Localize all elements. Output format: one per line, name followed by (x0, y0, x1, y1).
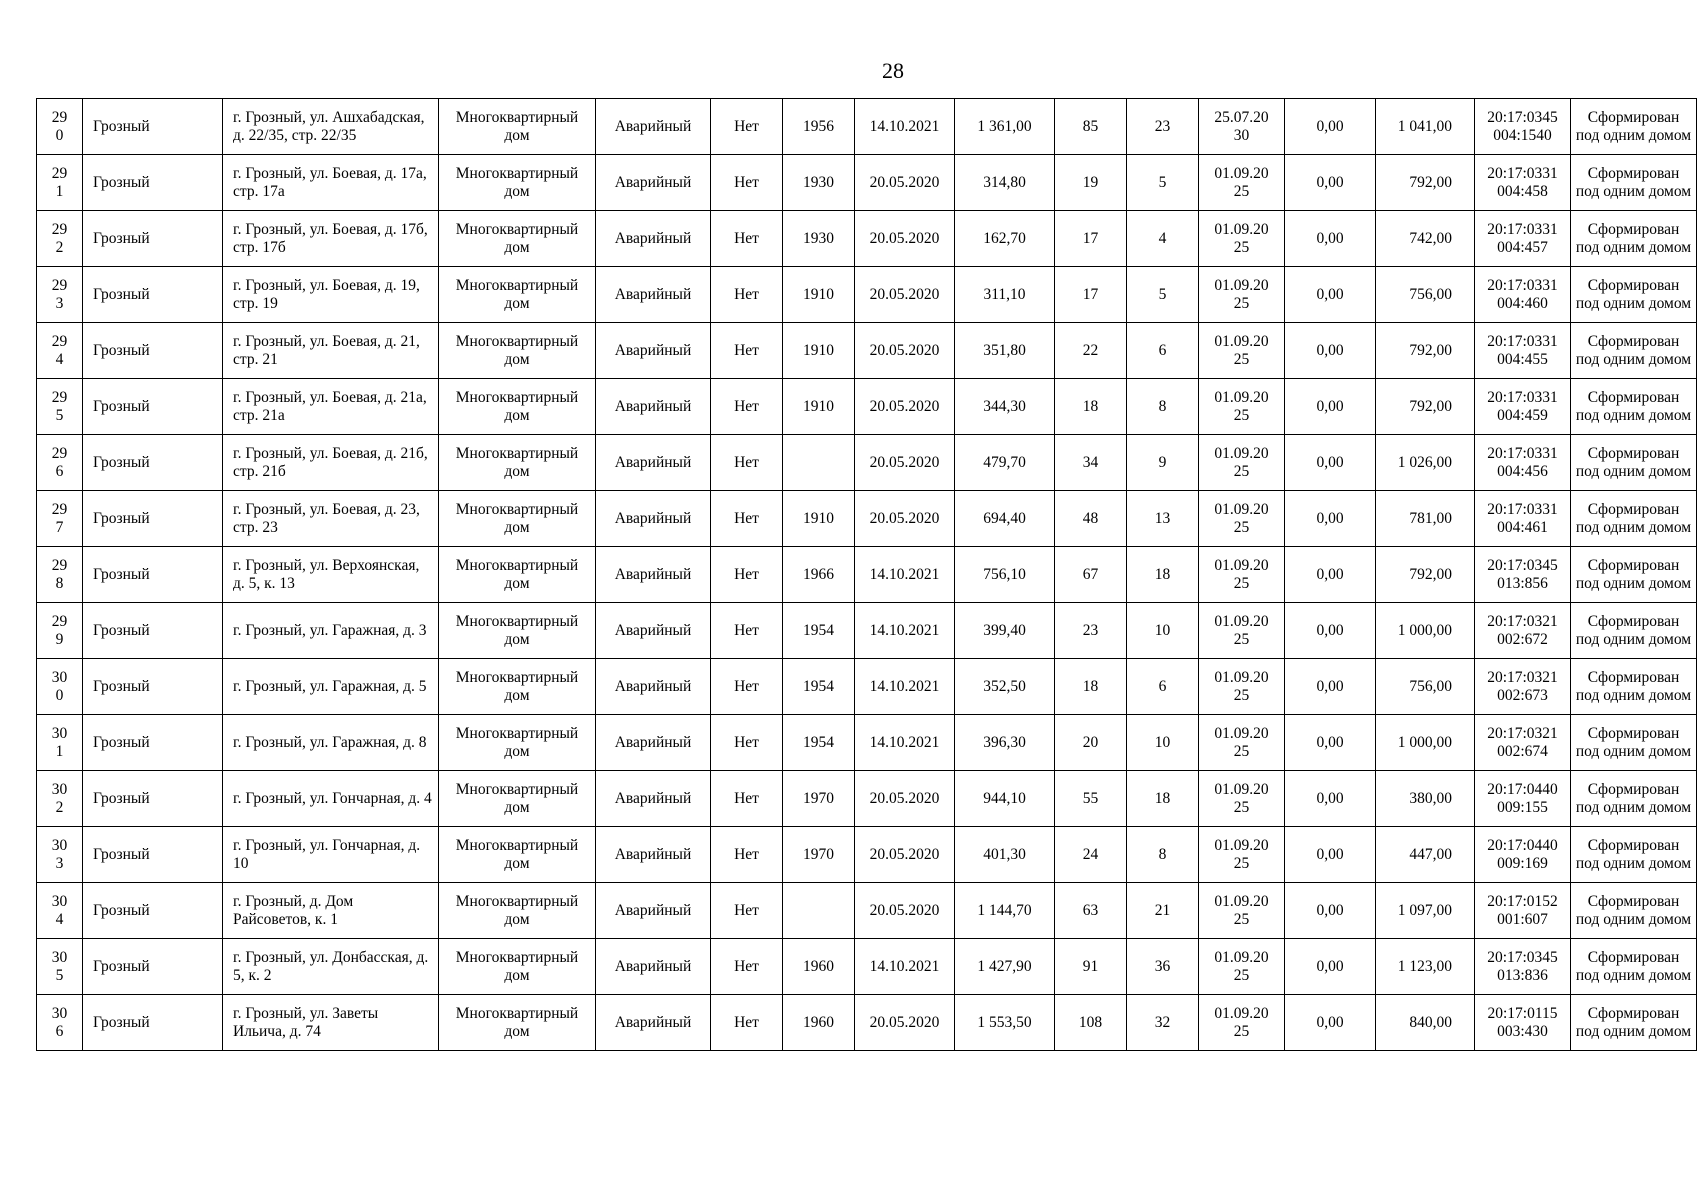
residents-cell: 24 (1055, 827, 1127, 883)
flats-cell: 10 (1127, 715, 1199, 771)
flats-cell: 5 (1127, 267, 1199, 323)
cadastre-cell: 20:17:0152 001:607 (1475, 883, 1571, 939)
building-type-cell: Многоквартирный дом (439, 491, 596, 547)
housing-registry-table (36, 98, 1697, 1051)
city-cell: Грозный (83, 267, 223, 323)
flats-cell: 32 (1127, 995, 1199, 1051)
building-type-cell: Многоквартирный дом (439, 715, 596, 771)
row-number: 29 7 (37, 491, 83, 547)
table-row (37, 547, 1697, 603)
cost-cell: 781,00 (1376, 491, 1475, 547)
residents-cell: 67 (1055, 547, 1127, 603)
table-row (37, 659, 1697, 715)
deadline-cell: 01.09.20 25 (1199, 659, 1285, 715)
zero-cell: 0,00 (1285, 883, 1376, 939)
status-cell: Аварийный (596, 155, 711, 211)
cost-cell: 1 000,00 (1376, 715, 1475, 771)
table-body (37, 99, 1697, 1051)
cost-cell: 742,00 (1376, 211, 1475, 267)
row-number: 29 5 (37, 379, 83, 435)
deadline-cell: 25.07.20 30 (1199, 99, 1285, 155)
residents-cell: 34 (1055, 435, 1127, 491)
year-cell: 1970 (783, 771, 855, 827)
note-cell: Сформирован под одним домом (1571, 995, 1697, 1051)
flats-cell: 6 (1127, 659, 1199, 715)
year-cell: 1966 (783, 547, 855, 603)
city-cell: Грозный (83, 995, 223, 1051)
date-cell: 20.05.2020 (855, 771, 955, 827)
year-cell: 1954 (783, 715, 855, 771)
building-type-cell: Многоквартирный дом (439, 771, 596, 827)
year-cell: 1956 (783, 99, 855, 155)
deadline-cell: 01.09.20 25 (1199, 155, 1285, 211)
row-number: 30 0 (37, 659, 83, 715)
status-cell: Аварийный (596, 659, 711, 715)
building-type-cell: Многоквартирный дом (439, 435, 596, 491)
year-cell: 1930 (783, 211, 855, 267)
row-number: 30 2 (37, 771, 83, 827)
cost-cell: 792,00 (1376, 547, 1475, 603)
building-type-cell: Многоквартирный дом (439, 995, 596, 1051)
cost-cell: 1 041,00 (1376, 99, 1475, 155)
table-row (37, 491, 1697, 547)
note-cell: Сформирован под одним домом (1571, 323, 1697, 379)
flats-cell: 18 (1127, 771, 1199, 827)
zero-cell: 0,00 (1285, 771, 1376, 827)
area-cell: 401,30 (955, 827, 1055, 883)
row-number: 29 2 (37, 211, 83, 267)
flag-cell: Нет (711, 267, 783, 323)
row-number: 29 8 (37, 547, 83, 603)
flag-cell: Нет (711, 155, 783, 211)
year-cell (783, 883, 855, 939)
area-cell: 1 553,50 (955, 995, 1055, 1051)
city-cell: Грозный (83, 379, 223, 435)
year-cell: 1960 (783, 995, 855, 1051)
address-cell: г. Грозный, ул. Гаражная, д. 8 (223, 715, 439, 771)
date-cell: 20.05.2020 (855, 155, 955, 211)
table-row (37, 939, 1697, 995)
cost-cell: 1 026,00 (1376, 435, 1475, 491)
address-cell: г. Грозный, ул. Гончарная, д. 4 (223, 771, 439, 827)
area-cell: 399,40 (955, 603, 1055, 659)
deadline-cell: 01.09.20 25 (1199, 771, 1285, 827)
area-cell: 352,50 (955, 659, 1055, 715)
cadastre-cell: 20:17:0115 003:430 (1475, 995, 1571, 1051)
deadline-cell: 01.09.20 25 (1199, 491, 1285, 547)
address-cell: г. Грозный, ул. Боевая, д. 21а, стр. 21а (223, 379, 439, 435)
row-number: 30 3 (37, 827, 83, 883)
building-type-cell: Многоквартирный дом (439, 939, 596, 995)
year-cell: 1910 (783, 323, 855, 379)
note-cell: Сформирован под одним домом (1571, 659, 1697, 715)
note-cell: Сформирован под одним домом (1571, 491, 1697, 547)
flag-cell: Нет (711, 211, 783, 267)
cost-cell: 756,00 (1376, 659, 1475, 715)
cadastre-cell: 20:17:0331 004:461 (1475, 491, 1571, 547)
building-type-cell: Многоквартирный дом (439, 323, 596, 379)
building-type-cell: Многоквартирный дом (439, 211, 596, 267)
note-cell: Сформирован под одним домом (1571, 715, 1697, 771)
date-cell: 20.05.2020 (855, 267, 955, 323)
flats-cell: 36 (1127, 939, 1199, 995)
row-number: 29 4 (37, 323, 83, 379)
note-cell: Сформирован под одним домом (1571, 547, 1697, 603)
address-cell: г. Грозный, ул. Боевая, д. 21б, стр. 21б (223, 435, 439, 491)
flats-cell: 23 (1127, 99, 1199, 155)
address-cell: г. Грозный, ул. Гаражная, д. 5 (223, 659, 439, 715)
table-row (37, 715, 1697, 771)
residents-cell: 55 (1055, 771, 1127, 827)
deadline-cell: 01.09.20 25 (1199, 267, 1285, 323)
cost-cell: 792,00 (1376, 155, 1475, 211)
building-type-cell: Многоквартирный дом (439, 603, 596, 659)
note-cell: Сформирован под одним домом (1571, 379, 1697, 435)
flats-cell: 21 (1127, 883, 1199, 939)
flag-cell: Нет (711, 435, 783, 491)
residents-cell: 20 (1055, 715, 1127, 771)
area-cell: 694,40 (955, 491, 1055, 547)
city-cell: Грозный (83, 883, 223, 939)
cadastre-cell: 20:17:0440 009:155 (1475, 771, 1571, 827)
flag-cell: Нет (711, 547, 783, 603)
area-cell: 1 427,90 (955, 939, 1055, 995)
year-cell: 1910 (783, 267, 855, 323)
cadastre-cell: 20:17:0331 004:457 (1475, 211, 1571, 267)
row-number: 29 6 (37, 435, 83, 491)
date-cell: 14.10.2021 (855, 603, 955, 659)
flats-cell: 5 (1127, 155, 1199, 211)
zero-cell: 0,00 (1285, 827, 1376, 883)
cost-cell: 840,00 (1376, 995, 1475, 1051)
deadline-cell: 01.09.20 25 (1199, 435, 1285, 491)
address-cell: г. Грозный, ул. Верхоянская, д. 5, к. 13 (223, 547, 439, 603)
status-cell: Аварийный (596, 435, 711, 491)
area-cell: 756,10 (955, 547, 1055, 603)
flag-cell: Нет (711, 827, 783, 883)
note-cell: Сформирован под одним домом (1571, 155, 1697, 211)
residents-cell: 63 (1055, 883, 1127, 939)
flag-cell: Нет (711, 99, 783, 155)
note-cell: Сформирован под одним домом (1571, 603, 1697, 659)
deadline-cell: 01.09.20 25 (1199, 827, 1285, 883)
row-number: 30 1 (37, 715, 83, 771)
table-row (37, 211, 1697, 267)
cadastre-cell: 20:17:0321 002:672 (1475, 603, 1571, 659)
status-cell: Аварийный (596, 603, 711, 659)
cost-cell: 1 123,00 (1376, 939, 1475, 995)
zero-cell: 0,00 (1285, 939, 1376, 995)
flag-cell: Нет (711, 995, 783, 1051)
year-cell: 1970 (783, 827, 855, 883)
table-row (37, 435, 1697, 491)
flats-cell: 8 (1127, 379, 1199, 435)
city-cell: Грозный (83, 99, 223, 155)
cadastre-cell: 20:17:0331 004:459 (1475, 379, 1571, 435)
status-cell: Аварийный (596, 715, 711, 771)
area-cell: 396,30 (955, 715, 1055, 771)
residents-cell: 22 (1055, 323, 1127, 379)
area-cell: 314,80 (955, 155, 1055, 211)
date-cell: 20.05.2020 (855, 323, 955, 379)
area-cell: 344,30 (955, 379, 1055, 435)
row-number: 29 9 (37, 603, 83, 659)
area-cell: 351,80 (955, 323, 1055, 379)
year-cell (783, 435, 855, 491)
date-cell: 14.10.2021 (855, 659, 955, 715)
note-cell: Сформирован под одним домом (1571, 883, 1697, 939)
zero-cell: 0,00 (1285, 603, 1376, 659)
year-cell: 1910 (783, 491, 855, 547)
address-cell: г. Грозный, ул. Боевая, д. 17а, стр. 17а (223, 155, 439, 211)
deadline-cell: 01.09.20 25 (1199, 323, 1285, 379)
cadastre-cell: 20:17:0331 004:455 (1475, 323, 1571, 379)
table-row (37, 155, 1697, 211)
zero-cell: 0,00 (1285, 995, 1376, 1051)
residents-cell: 17 (1055, 211, 1127, 267)
status-cell: Аварийный (596, 995, 711, 1051)
city-cell: Грозный (83, 323, 223, 379)
area-cell: 1 144,70 (955, 883, 1055, 939)
area-cell: 944,10 (955, 771, 1055, 827)
address-cell: г. Грозный, ул. Гаражная, д. 3 (223, 603, 439, 659)
area-cell: 479,70 (955, 435, 1055, 491)
zero-cell: 0,00 (1285, 435, 1376, 491)
residents-cell: 48 (1055, 491, 1127, 547)
note-cell: Сформирован под одним домом (1571, 99, 1697, 155)
zero-cell: 0,00 (1285, 547, 1376, 603)
city-cell: Грозный (83, 827, 223, 883)
status-cell: Аварийный (596, 99, 711, 155)
building-type-cell: Многоквартирный дом (439, 267, 596, 323)
residents-cell: 19 (1055, 155, 1127, 211)
zero-cell: 0,00 (1285, 323, 1376, 379)
residents-cell: 85 (1055, 99, 1127, 155)
cadastre-cell: 20:17:0440 009:169 (1475, 827, 1571, 883)
date-cell: 20.05.2020 (855, 379, 955, 435)
cost-cell: 792,00 (1376, 379, 1475, 435)
building-type-cell: Многоквартирный дом (439, 883, 596, 939)
city-cell: Грозный (83, 155, 223, 211)
status-cell: Аварийный (596, 883, 711, 939)
table-row (37, 995, 1697, 1051)
city-cell: Грозный (83, 491, 223, 547)
address-cell: г. Грозный, ул. Донбасская, д. 5, к. 2 (223, 939, 439, 995)
flag-cell: Нет (711, 771, 783, 827)
area-cell: 311,10 (955, 267, 1055, 323)
date-cell: 14.10.2021 (855, 939, 955, 995)
status-cell: Аварийный (596, 267, 711, 323)
note-cell: Сформирован под одним домом (1571, 211, 1697, 267)
city-cell: Грозный (83, 211, 223, 267)
deadline-cell: 01.09.20 25 (1199, 211, 1285, 267)
zero-cell: 0,00 (1285, 211, 1376, 267)
row-number: 29 3 (37, 267, 83, 323)
deadline-cell: 01.09.20 25 (1199, 995, 1285, 1051)
address-cell: г. Грозный, ул. Заветы Ильича, д. 74 (223, 995, 439, 1051)
area-cell: 1 361,00 (955, 99, 1055, 155)
cost-cell: 1 000,00 (1376, 603, 1475, 659)
year-cell: 1954 (783, 603, 855, 659)
building-type-cell: Многоквартирный дом (439, 379, 596, 435)
area-cell: 162,70 (955, 211, 1055, 267)
flag-cell: Нет (711, 323, 783, 379)
building-type-cell: Многоквартирный дом (439, 827, 596, 883)
flats-cell: 6 (1127, 323, 1199, 379)
year-cell: 1960 (783, 939, 855, 995)
deadline-cell: 01.09.20 25 (1199, 547, 1285, 603)
deadline-cell: 01.09.20 25 (1199, 883, 1285, 939)
date-cell: 14.10.2021 (855, 715, 955, 771)
residents-cell: 17 (1055, 267, 1127, 323)
zero-cell: 0,00 (1285, 379, 1376, 435)
building-type-cell: Многоквартирный дом (439, 547, 596, 603)
cadastre-cell: 20:17:0345 004:1540 (1475, 99, 1571, 155)
flag-cell: Нет (711, 659, 783, 715)
zero-cell: 0,00 (1285, 659, 1376, 715)
cadastre-cell: 20:17:0331 004:456 (1475, 435, 1571, 491)
row-number: 30 5 (37, 939, 83, 995)
address-cell: г. Грозный, ул. Боевая, д. 19, стр. 19 (223, 267, 439, 323)
address-cell: г. Грозный, ул. Боевая, д. 17б, стр. 17б (223, 211, 439, 267)
flag-cell: Нет (711, 379, 783, 435)
deadline-cell: 01.09.20 25 (1199, 715, 1285, 771)
table-row (37, 603, 1697, 659)
building-type-cell: Многоквартирный дом (439, 99, 596, 155)
table-row (37, 883, 1697, 939)
year-cell: 1910 (783, 379, 855, 435)
date-cell: 20.05.2020 (855, 883, 955, 939)
flats-cell: 13 (1127, 491, 1199, 547)
table-row (37, 379, 1697, 435)
zero-cell: 0,00 (1285, 155, 1376, 211)
note-cell: Сформирован под одним домом (1571, 435, 1697, 491)
flats-cell: 9 (1127, 435, 1199, 491)
deadline-cell: 01.09.20 25 (1199, 939, 1285, 995)
status-cell: Аварийный (596, 379, 711, 435)
row-number: 30 6 (37, 995, 83, 1051)
flag-cell: Нет (711, 491, 783, 547)
flag-cell: Нет (711, 715, 783, 771)
address-cell: г. Грозный, ул. Боевая, д. 21, стр. 21 (223, 323, 439, 379)
city-cell: Грозный (83, 659, 223, 715)
address-cell: г. Грозный, ул. Ашхабадская, д. 22/35, стр. 22/35 (223, 99, 439, 155)
date-cell: 14.10.2021 (855, 547, 955, 603)
status-cell: Аварийный (596, 771, 711, 827)
cadastre-cell: 20:17:0321 002:673 (1475, 659, 1571, 715)
building-type-cell: Многоквартирный дом (439, 659, 596, 715)
city-cell: Грозный (83, 939, 223, 995)
cost-cell: 792,00 (1376, 323, 1475, 379)
status-cell: Аварийный (596, 323, 711, 379)
note-cell: Сформирован под одним домом (1571, 771, 1697, 827)
cadastre-cell: 20:17:0331 004:458 (1475, 155, 1571, 211)
status-cell: Аварийный (596, 491, 711, 547)
year-cell: 1930 (783, 155, 855, 211)
city-cell: Грозный (83, 771, 223, 827)
cadastre-cell: 20:17:0321 002:674 (1475, 715, 1571, 771)
status-cell: Аварийный (596, 547, 711, 603)
city-cell: Грозный (83, 715, 223, 771)
table-row (37, 267, 1697, 323)
flag-cell: Нет (711, 883, 783, 939)
note-cell: Сформирован под одним домом (1571, 827, 1697, 883)
date-cell: 20.05.2020 (855, 211, 955, 267)
address-cell: г. Грозный, ул. Боевая, д. 23, стр. 23 (223, 491, 439, 547)
table-row (37, 771, 1697, 827)
address-cell: г. Грозный, ул. Гончарная, д. 10 (223, 827, 439, 883)
page-number: 28 (882, 58, 904, 83)
zero-cell: 0,00 (1285, 715, 1376, 771)
flats-cell: 4 (1127, 211, 1199, 267)
status-cell: Аварийный (596, 939, 711, 995)
zero-cell: 0,00 (1285, 491, 1376, 547)
date-cell: 20.05.2020 (855, 435, 955, 491)
zero-cell: 0,00 (1285, 99, 1376, 155)
flag-cell: Нет (711, 603, 783, 659)
residents-cell: 18 (1055, 379, 1127, 435)
zero-cell: 0,00 (1285, 267, 1376, 323)
row-number: 29 1 (37, 155, 83, 211)
table-row (37, 323, 1697, 379)
year-cell: 1954 (783, 659, 855, 715)
residents-cell: 91 (1055, 939, 1127, 995)
date-cell: 20.05.2020 (855, 995, 955, 1051)
date-cell: 14.10.2021 (855, 99, 955, 155)
cadastre-cell: 20:17:0331 004:460 (1475, 267, 1571, 323)
row-number: 30 4 (37, 883, 83, 939)
address-cell: г. Грозный, д. Дом Райсоветов, к. 1 (223, 883, 439, 939)
note-cell: Сформирован под одним домом (1571, 939, 1697, 995)
flats-cell: 10 (1127, 603, 1199, 659)
table-row (37, 99, 1697, 155)
status-cell: Аварийный (596, 211, 711, 267)
table-row (37, 827, 1697, 883)
flats-cell: 8 (1127, 827, 1199, 883)
cost-cell: 756,00 (1376, 267, 1475, 323)
flats-cell: 18 (1127, 547, 1199, 603)
building-type-cell: Многоквартирный дом (439, 155, 596, 211)
cost-cell: 447,00 (1376, 827, 1475, 883)
city-cell: Грозный (83, 603, 223, 659)
date-cell: 20.05.2020 (855, 491, 955, 547)
deadline-cell: 01.09.20 25 (1199, 379, 1285, 435)
residents-cell: 23 (1055, 603, 1127, 659)
city-cell: Грозный (83, 547, 223, 603)
note-cell: Сформирован под одним домом (1571, 267, 1697, 323)
deadline-cell: 01.09.20 25 (1199, 603, 1285, 659)
flag-cell: Нет (711, 939, 783, 995)
cadastre-cell: 20:17:0345 013:836 (1475, 939, 1571, 995)
residents-cell: 108 (1055, 995, 1127, 1051)
cost-cell: 1 097,00 (1376, 883, 1475, 939)
cadastre-cell: 20:17:0345 013:856 (1475, 547, 1571, 603)
cost-cell: 380,00 (1376, 771, 1475, 827)
date-cell: 20.05.2020 (855, 827, 955, 883)
residents-cell: 18 (1055, 659, 1127, 715)
status-cell: Аварийный (596, 827, 711, 883)
city-cell: Грозный (83, 435, 223, 491)
row-number: 29 0 (37, 99, 83, 155)
